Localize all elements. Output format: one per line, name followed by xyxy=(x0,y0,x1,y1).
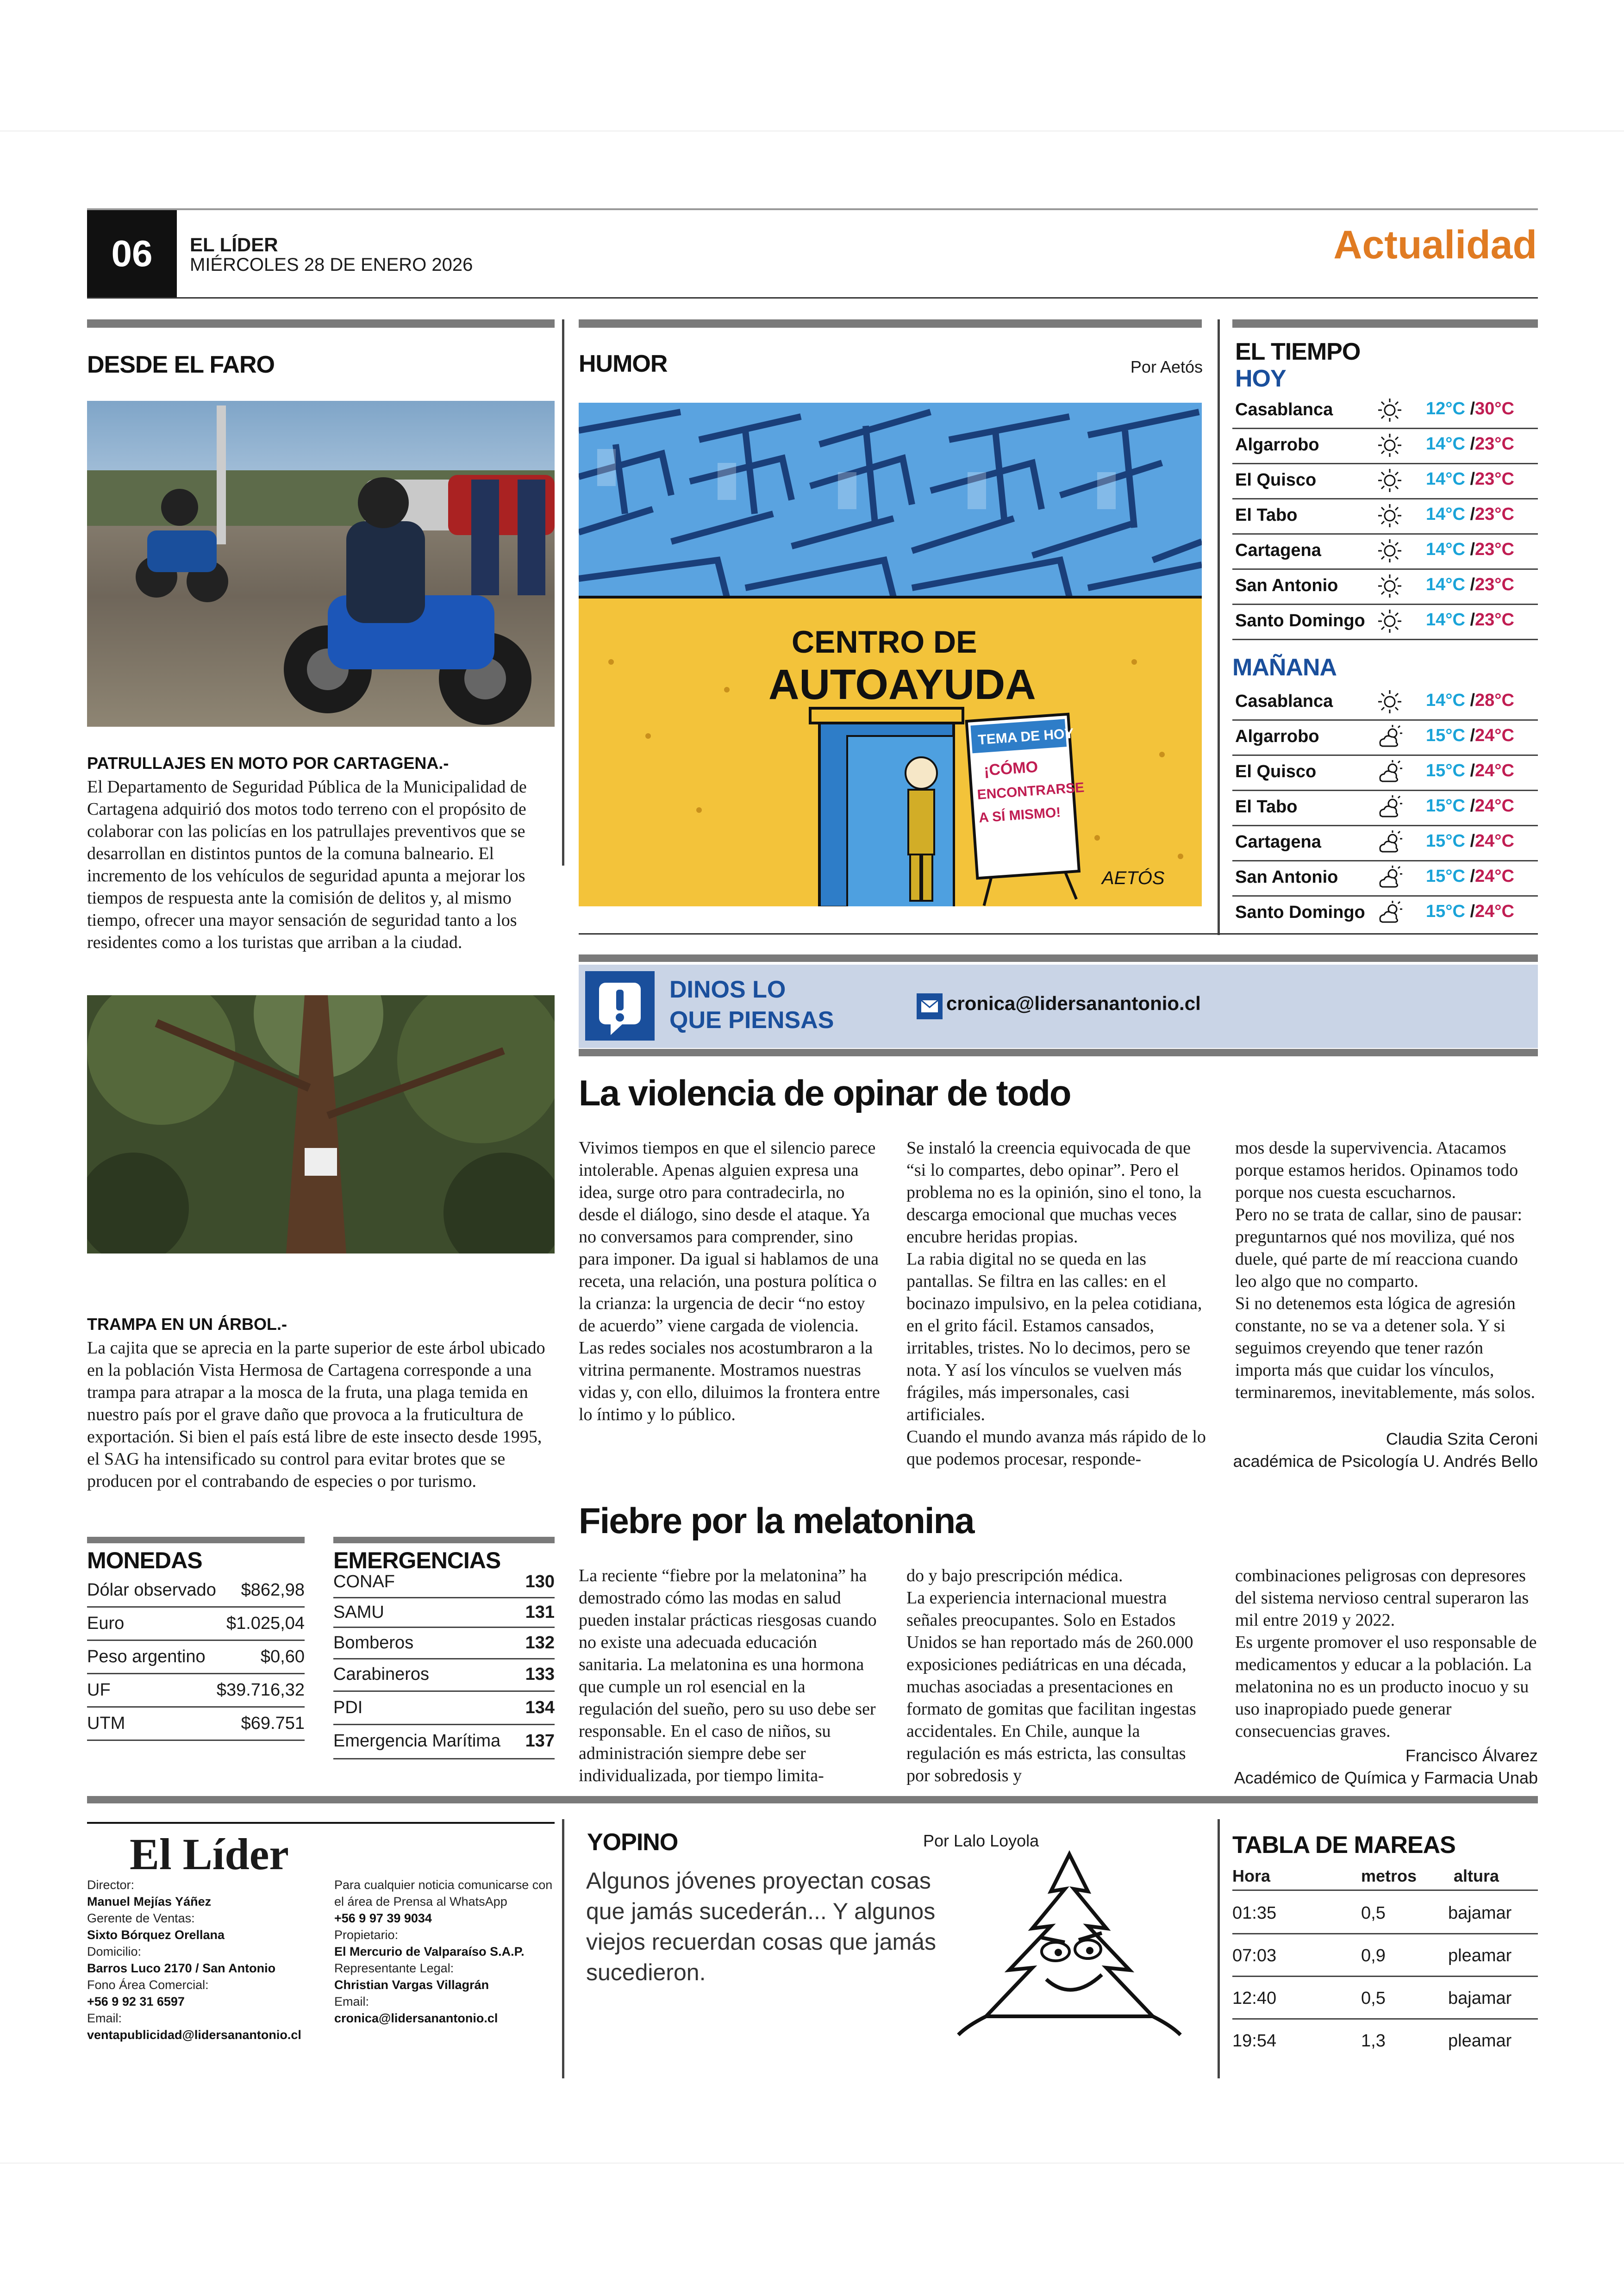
emergencia-row: SAMU 131 xyxy=(333,1599,555,1628)
weather-row: Casablanca 12°C /30°C xyxy=(1232,393,1538,429)
masthead-top-rule xyxy=(87,1822,555,1824)
tiempo-today xyxy=(1232,393,1538,648)
sun-icon xyxy=(1376,572,1404,600)
sign-text-1: ¡CÓMO xyxy=(983,758,1039,780)
article2-role: Académico de Química y Farmacia Unab xyxy=(1234,1768,1538,1787)
tide-row: 19:54 1,3 pleamar xyxy=(1232,2031,1512,2051)
email-icon xyxy=(917,993,943,1019)
weather-row: Algarrobo 15°C /24°C xyxy=(1232,720,1538,756)
masthead-value: Manuel Mejías Yáñez xyxy=(87,1895,212,1908)
masthead-value: Barros Luco 2170 / San Antonio xyxy=(87,1961,276,1975)
article1-author: Claudia Szita Ceroni xyxy=(1386,1429,1538,1448)
dinos-top-bar xyxy=(579,954,1538,962)
partly-cloudy-icon xyxy=(1376,793,1404,821)
humor-cartoon xyxy=(579,403,1202,906)
moneda-row: Euro $1.025,04 xyxy=(87,1607,305,1641)
article2-col2: do y bajo prescripción médica. La experiencia internacional muestra señales preocupantes. Solo en Estados Unidos se han reportado más de 260.000 exposiciones pediátricas en una década, muchas asociadas a presentaciones en formato de gomitas que facilitan ingestas accidentales. En Chile, aunque la regulación es más estricta, las consultas por sobredosis y xyxy=(906,1566,1196,1785)
weather-row: San Antonio 15°C /24°C xyxy=(1232,861,1538,897)
partly-cloudy-icon xyxy=(1376,864,1404,892)
moneda-row: UF $39.716,32 xyxy=(87,1674,305,1708)
page-bottom-edge xyxy=(0,2163,1624,2164)
mareas-table xyxy=(1232,1891,1538,2067)
monedas-bar xyxy=(87,1537,305,1543)
masthead-label: Email: xyxy=(87,2011,122,2025)
emergencias-table xyxy=(333,1569,555,1768)
masthead-value[interactable]: ventapublicidad@lidersanantonio.cl xyxy=(87,2028,301,2042)
weather-row: El Tabo 15°C /24°C xyxy=(1232,791,1538,826)
page-number-box xyxy=(87,210,177,297)
cartoon-man xyxy=(906,757,937,901)
masthead-label: Director: xyxy=(87,1878,135,1892)
tide-row: 01:35 0,5 bajamar xyxy=(1232,1891,1538,1934)
masthead-label: Email: xyxy=(334,1995,369,2008)
motorcycle-scene xyxy=(87,401,555,727)
weather-row: El Tabo 14°C /23°C xyxy=(1232,499,1538,535)
yopino-author: Por Lalo Loyola xyxy=(923,1831,1039,1850)
mareas-title: TABLA DE MAREAS xyxy=(1232,1832,1455,1858)
faro-item1-text: El Departamento de Seguridad Pública de la Municipalidad de Cartagena adquirió dos motos todo terreno con el propósito de colaborar con las policías en los patrullajes preventivos que se desarrollan en distintos puntos de la comuna balneario. El incremento de los vehículos de seguridad apunta a mejorar los tiempos de respuesta ante la comisión de delitos y, al mismo tiempo, ofrecer una mayor sensación de seguridad tanto a los residentes como a los turistas que arriban a la ciudad. xyxy=(87,777,527,952)
emergencia-row: Emergencia Marítima 137 xyxy=(333,1726,555,1759)
tiempo-bar xyxy=(1232,319,1538,328)
photo-motorcycles xyxy=(87,401,555,727)
masthead-value: El Mercurio de Valparaíso S.A.P. xyxy=(334,1945,525,1958)
moneda-row: Dólar observado $862,98 xyxy=(87,1574,305,1608)
article1-col1: Vivimos tiempos en que el silencio parece intolerable. Apenas alguien expresa una idea, surge otro para contradecirla, no desde el diálogo, sino desde el ataque. Ya no conversamos para comprender, sino para imponer. Da igual si hablamos de una receta, una relación, una postura política o la crianza: la urgencia de decir “no estoy de acuerdo” viene cargada de violencia. Las redes sociales nos acostumbraron a la vitrina permanente. Mostramos nuestras vidas y, con ello, diluimos la frontera entre lo íntimo y lo público. xyxy=(579,1138,880,1424)
tree-cartoon xyxy=(949,1850,1190,2044)
article1-col3: mos desde la supervivencia. Atacamos porque estamos heridos. Opinamos todo porque nos cuesta escucharnos. Pero no se trata de callar, sino de pausar: preguntarnos qué nos moviliza, qué nos duele, qué parte de mí reacciona cuando leo algo que no comparto. Si no detenemos esta lógica de agresión constante, no se va a detener sola. Y si seguimos creyendo que tener razón importa más que cuidar los vínculos, terminaremos, inevitablemente, más solos. xyxy=(1235,1138,1535,1402)
photo-tree-trap xyxy=(87,995,555,1254)
masthead-left xyxy=(87,1877,309,2043)
emergencias-bar xyxy=(333,1537,555,1543)
masthead-value: Christian Vargas Villagrán xyxy=(334,1978,489,1992)
humor-author: Por Aetós xyxy=(1130,357,1203,376)
weather-row: Cartagena 15°C /24°C xyxy=(1232,826,1538,861)
article2-col3: combinaciones peligrosas con depresores del sistema nervioso central superaron las mil entre 2019 y 2022. Es urgente promover el uso responsable de medicamentos y educar a la población. La melatonina no es un producto inocuo y su uso inapropiado puede generar consecuencias graves. xyxy=(1235,1566,1537,1741)
tide-row: 07:03 0,9 pleamar xyxy=(1232,1934,1538,1977)
article1-headline: La violencia de opinar de todo xyxy=(579,1073,1071,1113)
page-number: 06 xyxy=(111,233,153,274)
masthead-label: Representante Legal: xyxy=(334,1961,454,1975)
sun-icon xyxy=(1376,607,1404,635)
faro-item2-text: La cajita que se aprecia en la parte superior de este árbol ubicado en la población Vista Hermosa de Cartagena corresponde a una trampa para atrapar a la mosca de la fruta, una plaga temida en nuestro país por el grave daño que provoca a la fruticultura de exportación. Si bien el país está libre de este insecto desde 1995, el SAG ha intensificado su control para evitar brotes que se producen por el contrabando de especies o por turismo. xyxy=(87,1338,545,1491)
weather-row: Cartagena 14°C /23°C xyxy=(1232,534,1538,570)
monedas-title: MONEDAS xyxy=(87,1547,202,1573)
mareas-header-rule xyxy=(1232,1890,1538,1891)
dinos-line2: QUE PIENSAS xyxy=(669,1007,834,1034)
faro-item2-title: TRAMPA EN UN ÁRBOL.- xyxy=(87,1315,287,1334)
sun-icon xyxy=(1376,396,1404,424)
faro-bar xyxy=(87,319,555,328)
tiempo-hoy: HOY xyxy=(1235,365,1286,392)
emergencia-row: Carabineros 133 xyxy=(333,1660,555,1692)
sun-icon xyxy=(1376,537,1404,565)
bottom-sep-left xyxy=(562,1819,564,2078)
masthead-value: Sixto Bórquez Orellana xyxy=(87,1928,225,1942)
col-sep-right xyxy=(1218,319,1220,935)
faro-title: DESDE EL FARO xyxy=(87,351,275,378)
cartoon-drawing xyxy=(579,403,1202,906)
tiempo-manana: MAÑANA xyxy=(1232,654,1337,681)
paper-name: EL LÍDER xyxy=(190,234,278,256)
article2-headline: Fiebre por la melatonina xyxy=(579,1500,974,1541)
col-sep-left xyxy=(562,319,564,866)
masthead-label: Domicilio: xyxy=(87,1945,142,1958)
sun-icon xyxy=(1376,467,1404,494)
section-title: Actualidad xyxy=(1333,223,1537,267)
cartoon-signature: AETÓS xyxy=(1102,868,1165,888)
emergencia-row: Bomberos 132 xyxy=(333,1628,555,1659)
tree-scene xyxy=(87,995,555,1254)
partly-cloudy-icon xyxy=(1376,723,1404,751)
moneda-row: UTM $69.751 xyxy=(87,1707,305,1741)
humor-title: HUMOR xyxy=(579,350,668,377)
masthead-value[interactable]: cronica@lidersanantonio.cl xyxy=(334,2011,498,2025)
mareas-header-hora: Hora xyxy=(1232,1866,1271,1885)
monedas-table xyxy=(87,1574,305,1740)
weather-row: El Quisco 14°C /23°C xyxy=(1232,464,1538,499)
cartoon-text-2: AUTOAYUDA xyxy=(768,661,1036,708)
article2-col1: La reciente “fiebre por la melatonina” ha demostrado cómo las modas en salud pueden instalar prácticas riesgosas cuando no existe una adecuada educación sanitaria. La melatonina es una hormona que cumple un rol esencial en la regulación del sueño, pero su uso debe ser responsable. En el caso de niños, su administración siempre debe ser individualizada, por tiempo limita- xyxy=(579,1566,877,1785)
dinos-banner xyxy=(579,965,1538,1048)
masthead-label: Para cualquier noticia comunicarse con el área de Prensa al WhatsApp xyxy=(334,1878,553,1908)
masthead-value: +56 9 97 39 9034 xyxy=(334,1911,432,1925)
bottom-sep-right xyxy=(1218,1819,1220,2078)
cartoon-text-1: CENTRO DE xyxy=(792,624,977,660)
masthead-label: Gerente de Ventas: xyxy=(87,1911,195,1925)
weather-row: Santo Domingo 14°C /23°C xyxy=(1232,605,1538,640)
header-bottom-rule xyxy=(87,297,1538,299)
masthead-right xyxy=(334,1877,555,2027)
exclamation-icon xyxy=(585,971,655,1041)
masthead-label: Propietario: xyxy=(334,1928,399,1942)
mareas-header-metros: metros xyxy=(1361,1866,1417,1885)
sign-text-3: A SÍ MISMO! xyxy=(978,804,1062,826)
sign-text-2: ENCONTRARSE xyxy=(976,780,1085,803)
weather-row: San Antonio 14°C /23°C xyxy=(1232,569,1538,605)
masthead-label: Fono Área Comercial: xyxy=(87,1978,209,1992)
header-top-rule xyxy=(87,208,1538,210)
yopino-title: YOPINO xyxy=(587,1829,678,1856)
tide-row: 12:40 0,5 bajamar xyxy=(1232,1977,1538,2020)
tiempo-title: EL TIEMPO xyxy=(1235,338,1361,365)
sun-icon xyxy=(1376,502,1404,530)
weather-row: Santo Domingo 15°C /24°C xyxy=(1232,896,1538,930)
dinos-line1: DINOS LO xyxy=(669,976,786,1003)
weather-row: Casablanca 14°C /28°C xyxy=(1232,685,1538,721)
yopino-text: Algunos jóvenes proyectan cosas que jamás sucederán... Y algunos viejos recuerdan cosas que jamás sucedieron. xyxy=(586,1868,936,1985)
weather-row: Algarrobo 14°C /23°C xyxy=(1232,429,1538,464)
partly-cloudy-icon xyxy=(1376,899,1404,927)
partly-cloudy-icon xyxy=(1376,758,1404,786)
masthead-logo: El Líder xyxy=(130,1829,289,1879)
article2-author: Francisco Álvarez xyxy=(1405,1746,1538,1765)
emergencia-row: PDI 134 xyxy=(333,1692,555,1725)
faro-item1-title: PATRULLAJES EN MOTO POR CARTAGENA.- xyxy=(87,754,449,773)
masthead-value: +56 9 92 31 6597 xyxy=(87,1995,185,2008)
bottom-band-bar xyxy=(87,1796,1538,1803)
article1-role: académica de Psicología U. Andrés Bello xyxy=(1233,1452,1538,1471)
sign-head-text: TEMA DE HOY xyxy=(977,726,1074,748)
emergencias-title: EMERGENCIAS xyxy=(333,1547,501,1573)
dinos-bottom-bar xyxy=(579,1049,1538,1056)
humor-bar xyxy=(579,319,1202,328)
sun-icon xyxy=(1376,688,1404,716)
tiempo-tomorrow xyxy=(1232,685,1538,940)
dinos-email[interactable]: cronica@lidersanantonio.cl xyxy=(946,992,1201,1014)
weather-row: El Quisco 15°C /24°C xyxy=(1232,755,1538,791)
partly-cloudy-icon xyxy=(1376,829,1404,856)
sun-icon xyxy=(1376,431,1404,459)
mareas-header-altura: altura xyxy=(1454,1866,1499,1885)
emergencia-row: CONAF 130 xyxy=(333,1569,555,1598)
article1-col2: Se instaló la creencia equivocada de que “si lo compartes, debo opinar”. Pero el problema no es la opinión, sino el tono, la descarga emocional que muchas veces encubre heridas propias. La rabia digital no se queda en las pantallas. Se filtra en las calles: en el bocinazo impulsivo, en la pelea cotidiana, en el grito fácil. Estamos cansados, irritables, tristes. No lo decimos, pero se nota. Y así los vínculos se vuelven más frágiles, más impersonales, casi artificiales. Cuando el mundo avanza más rápido de lo que podemos procesar, responde- xyxy=(906,1138,1206,1469)
issue-date: MIÉRCOLES 28 DE ENERO 2026 xyxy=(190,255,473,275)
moneda-row: Peso argentino $0,60 xyxy=(87,1640,305,1674)
